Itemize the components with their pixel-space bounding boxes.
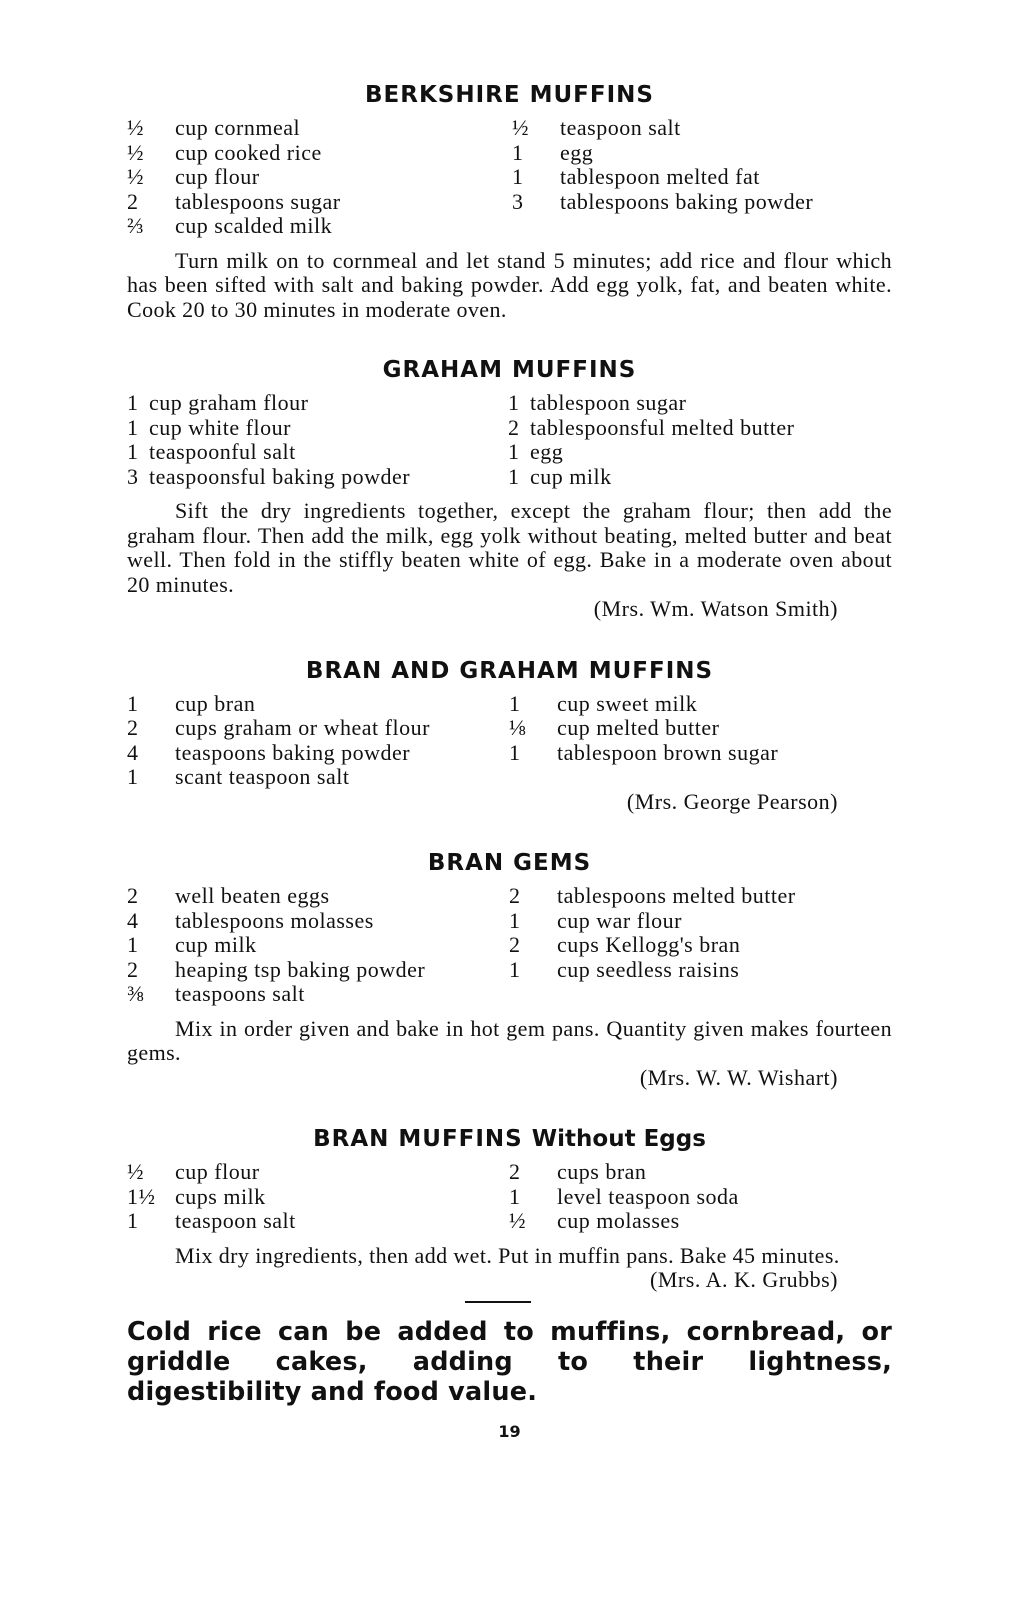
tip-text: Cold rice can be added to muffins, cornbread, or griddle cakes, adding to their lightness, digestibility and food value. [127, 1316, 892, 1407]
recipe-title: GRAHAM MUFFINS [382, 357, 637, 383]
recipe-credit: (Mrs. Wm. Watson Smith) [593, 596, 838, 621]
ingredient: 1 cup sweet milk [509, 690, 698, 716]
ingredient: ⅔ cup scalded milk [127, 213, 333, 238]
page-number: 19 [498, 1421, 521, 1441]
ingredient-list [127, 116, 892, 239]
ingredient [509, 982, 892, 1007]
ingredient: 2 tablespoons melted butter [509, 883, 796, 908]
ingredient: 1 teaspoon salt [127, 1208, 296, 1233]
recipe-method: Turn milk on to cornmeal and let stand 5 minutes; add rice and flour which has been sifted with salt and baking powder. Add egg yolk, fat, and beaten white. Cook 20 to 30 minutes in moderate oven. [127, 247, 892, 322]
ingredient: 1 cup milk [508, 463, 612, 489]
ingredient: 1 tablespoon brown sugar [509, 739, 779, 765]
recipe-title: BRAN GEMS [427, 850, 592, 876]
ingredient: 1 cup war flour [509, 907, 683, 933]
ingredient: 1 cup milk [127, 932, 257, 957]
recipe-title-sub: Without Eggs [531, 1126, 706, 1152]
recipe-bran-and-graham-muffins [127, 656, 892, 815]
recipe-graham-muffins [127, 355, 892, 622]
ingredient: ½ cup molasses [509, 1208, 680, 1233]
recipe-credit: (Mrs. W. W. Wishart) [639, 1064, 838, 1090]
ingredient: ½ cup flour [127, 1159, 260, 1184]
ingredient: 2 cups Kellogg's bran [509, 932, 741, 957]
ingredient: 3 tablespoons baking powder [512, 188, 814, 214]
ingredient: 2 tablespoonsful melted butter [508, 414, 795, 440]
ingredient: 2 cups graham or wheat flour [127, 715, 430, 740]
ingredient: ⅜ teaspoons salt [127, 981, 305, 1006]
ingredient: 1 tablespoon melted fat [512, 164, 760, 189]
ingredient: 1½ cups milk [127, 1183, 266, 1209]
ingredient: 1 teaspoonful salt [127, 439, 296, 464]
ingredient: 2 cups bran [509, 1159, 647, 1184]
ingredient: 2 heaping tsp baking powder [127, 956, 426, 982]
ingredient-list [127, 884, 892, 1007]
ingredient: ½ teaspoon salt [512, 115, 681, 140]
ingredient: 1 cup white flour [127, 414, 291, 440]
recipe-bran-gems [127, 848, 892, 1090]
ingredient: 1 egg [508, 439, 564, 464]
recipe-credit: (Mrs. George Pearson) [626, 788, 838, 814]
ingredient: 1 tablespoon sugar [508, 390, 687, 415]
recipe-title [127, 1124, 892, 1154]
ingredient: 1 cup bran [127, 690, 256, 716]
divider-rule [465, 1301, 531, 1303]
ingredient: 1 scant teaspoon salt [127, 764, 350, 789]
ingredient-list [127, 692, 892, 790]
recipe-berkshire-muffins [127, 80, 892, 322]
ingredient-list [127, 1160, 892, 1234]
recipe-method: Sift the dry ingredients together, except the graham flour; then add the graham flour. Then add the milk, egg yolk without beating, melted butter and beat well. Then fold in the stiffly beaten white of egg. Bake in a moderate oven about 20 minutes. [127, 498, 892, 597]
ingredient [509, 765, 892, 790]
ingredient: 3 teaspoonsful baking powder [127, 463, 411, 489]
ingredient: 2 well beaten eggs [127, 883, 330, 908]
ingredient: 4 teaspoons baking powder [127, 739, 411, 765]
ingredient: 1 cup graham flour [127, 390, 309, 415]
recipe-title-main: BRAN MUFFINS [313, 1126, 523, 1152]
ingredient: 2 tablespoons sugar [127, 188, 341, 214]
recipe-method: Mix in order given and bake in hot gem pans. Quantity given makes fourteen gems. [127, 1015, 892, 1065]
ingredient-list [127, 391, 892, 489]
ingredient: 1 cup seedless raisins [509, 956, 740, 982]
ingredient: ½ cup cornmeal [127, 115, 301, 140]
ingredient: ½ cup flour [127, 164, 260, 189]
recipe-title: BRAN AND GRAHAM MUFFINS [305, 657, 714, 684]
ingredient: ⅛ cup melted butter [509, 715, 720, 740]
recipe-credit: (Mrs. A. K. Grubbs) [650, 1267, 838, 1292]
ingredient: 1 egg [512, 139, 594, 165]
ingredient: ½ cup cooked rice [127, 139, 322, 165]
recipe-method: Mix dry ingredients, then add wet. Put in muffin pans. Bake 45 minutes. [175, 1242, 840, 1268]
ingredient: 4 tablespoons molasses [127, 907, 374, 933]
recipe-bran-muffins-without-eggs [127, 1124, 892, 1293]
ingredient: 1 level teaspoon soda [509, 1183, 739, 1209]
ingredient [512, 214, 892, 239]
recipe-title: BERKSHIRE MUFFINS [365, 82, 654, 108]
cookbook-page [127, 80, 892, 1441]
